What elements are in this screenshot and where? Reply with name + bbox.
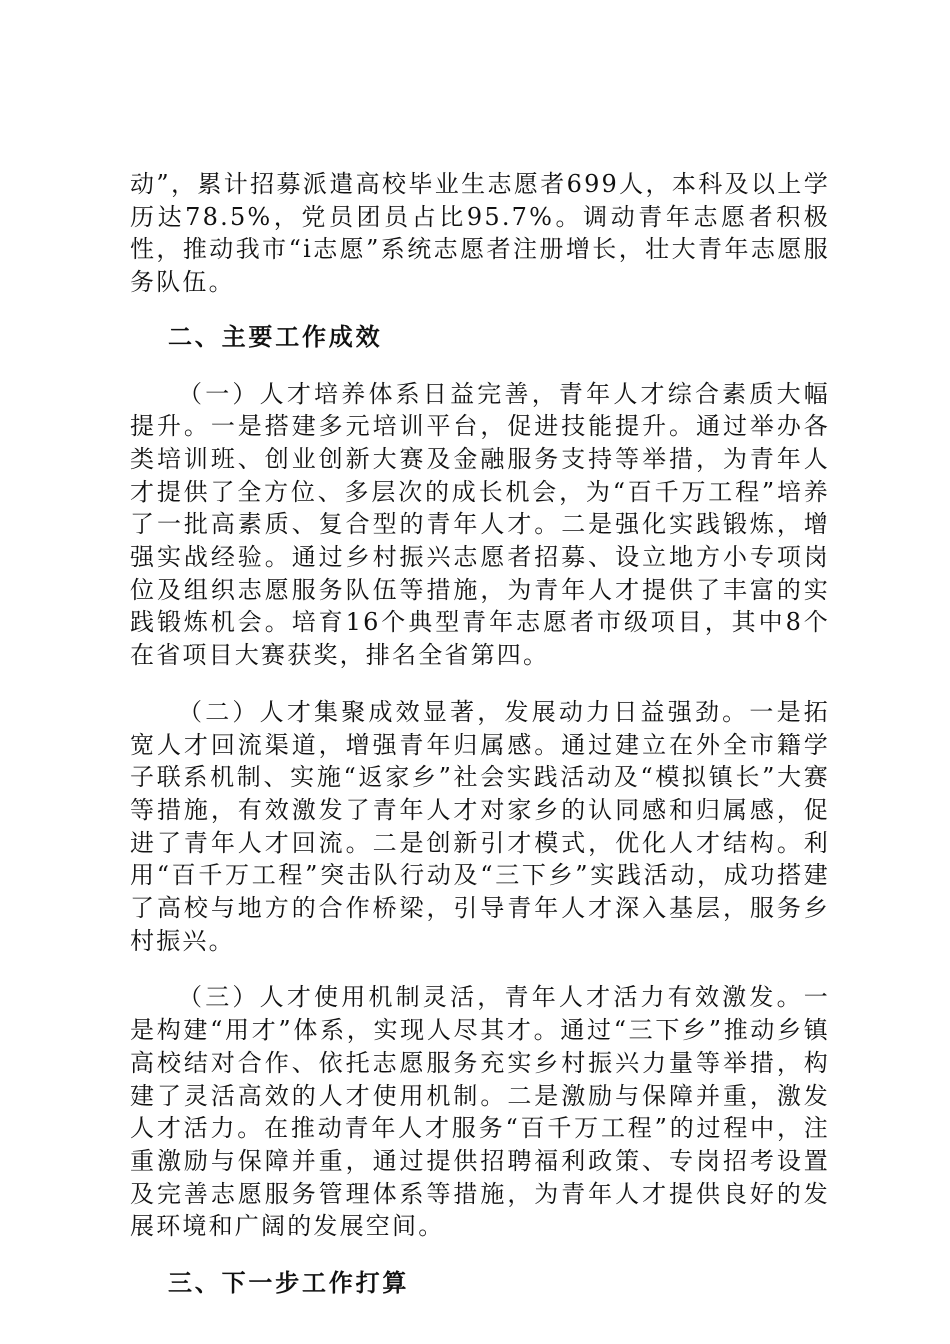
paragraph-gap — [130, 672, 830, 696]
paragraph-continuation: 动”，累计招募派遣高校毕业生志愿者699人，本科及以上学历达78.5%，党员团员占比95.7%。调动青年志愿者积极性，推动我市“i志愿”系统志愿者注册增长，壮大青年志愿服务队伍。 — [130, 170, 830, 297]
document-body — [130, 168, 830, 1300]
section-heading-2: 二、主要工作成效 — [168, 322, 383, 351]
paragraph-gap — [130, 957, 830, 981]
paragraph-gap — [130, 1243, 830, 1267]
paragraph-talent-training: （一）人才培养体系日益完善，青年人才综合素质大幅提升。一是搭建多元培训平台，促进技能提升。通过举办各类培训班、创业创新大赛及金融服务支持等举措，为青年人才提供了全方位、多层次的成长机会，为“百千万工程”培养了一批高素质、复合型的青年人才。二是强化实践锻炼，增强实战经验。通过乡村振兴志愿者招募、设立地方小专项岗位及组织志愿服务队伍等措施，为青年人才提供了丰富的实践锻炼机会。培育16个典型青年志愿者市级项目，其中8个在省项目大赛获奖，排名全省第四。 — [130, 379, 830, 670]
paragraph-gap — [130, 299, 830, 321]
paragraph-talent-gathering: （二）人才集聚成效显著，发展动力日益强劲。一是拓宽人才回流渠道，增强青年归属感。通过建立在外全市籍学子联系机制、实施“返家乡”社会实践活动及“模拟镇长”大赛等措施，有效激发了青年人才对家乡的认同感和归属感，促进了青年人才回流。二是创新引才模式，优化人才结构。利用“百千万工程”突击队行动及“三下乡”实践活动，成功搭建了高校与地方的合作桥梁，引导青年人才深入基层，服务乡村振兴。 — [130, 697, 830, 955]
section-heading-3: 三、下一步工作打算 — [168, 1269, 410, 1298]
paragraph-talent-usage: （三）人才使用机制灵活，青年人才活力有效激发。一是构建“用才”体系，实现人尽其才。通过“三下乡”推动乡镇高校结对合作、依托志愿服务充实乡村振兴力量等举措，构建了灵活高效的人才使用机制。二是激励与保障并重，激发人才活力。在推动青年人才服务“百千万工程”的过程中，注重激励与保障并重，通过提供招聘福利政策、专岗招考设置及完善志愿服务管理体系等措施，为青年人才提供良好的发展环境和广阔的发展空间。 — [130, 983, 830, 1241]
paragraph-gap — [130, 354, 830, 378]
